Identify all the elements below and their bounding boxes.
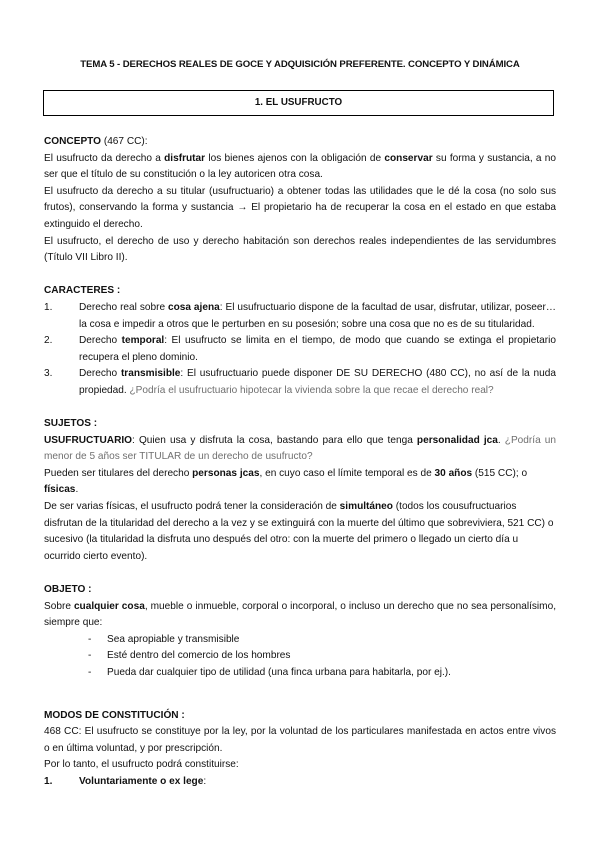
objeto-heading: OBJETO :	[44, 584, 92, 596]
question-text: ¿Podría un menor de 5 años ser TITULAR de un derecho de usufructo?	[44, 434, 557, 463]
list-number: 1.	[44, 775, 53, 787]
question-text: ¿Podría el usufructuario hipotecar la vivienda sobre la que recae el derecho real?	[129, 384, 494, 396]
list-text: Derecho temporal: El usufructo se limita en el tiempo, de modo que cuando se extinga el propietario recupera el pleno dominio.	[79, 335, 556, 363]
list-item: - Pueda dar cualquier tipo de utilidad (una finca urbana para habitarla, por ej.).	[88, 665, 556, 682]
modos-paragraph-1: 468 CC: El usufructo se constituye por la ley, por la voluntad de los particulares manifestada en actos entre vivos o en última voluntad, y por prescripción.	[44, 726, 556, 754]
sujetos-paragraph-3: De ser varias físicas, el usufructo podrá tener la consideración de simultáneo (todos los cousufructuarios disfrutan de la titularidad del derecho a la vez y se extinguirá con la muerte del último que sobreviviera, 521 CC) o sucesivo (la titularidad la disfruta uno después del otro: con la muerte del primero o llegado un cierto día u ocurrido cierto evento).	[44, 501, 554, 562]
term-conservar: conservar	[384, 152, 433, 164]
sujetos-heading: SUJETOS :	[44, 418, 98, 430]
document-body	[44, 134, 556, 791]
modos-paragraph-2: Por lo tanto, el usufructo podrá constituirse:	[44, 759, 239, 771]
objeto-paragraph: Sobre cualquier cosa, mueble o inmueble, corporal o incorporal, o incluso un derecho que no sea personalísimo, siempre que:	[44, 600, 556, 629]
modos-heading: MODOS DE CONSTITUCIÓN :	[44, 709, 185, 721]
list-number: 3.	[44, 368, 53, 380]
document-title: TEMA 5 - DERECHOS REALES DE GOCE Y ADQUISICIÓN PREFERENTE. CONCEPTO Y DINÁMICA	[80, 59, 520, 70]
concepto-heading	[44, 134, 556, 151]
caracter-item-2	[44, 333, 556, 366]
list-text: Voluntariamente o ex lege:	[79, 775, 207, 787]
concepto-paragraph-1: El usufructo da derecho a disfrutar los bienes ajenos con la obligación de conservar su forma y sustancia, a no ser que el título de su constitución o la ley autoricen otra cosa.	[44, 152, 557, 181]
list-number: 1.	[44, 301, 53, 313]
section-heading: 1. EL USUFRUCTO	[43, 90, 554, 116]
list-item: - Sea apropiable y transmisible	[88, 632, 556, 649]
concepto-paragraph-2: El usufructo da derecho a su titular (usufructuario) a obtener todas las utilidades que le dé la cosa (no solo sus frutos), conservando la forma y sustancia → El propietario ha de recuperar la cosa en el estado en que estaba extinguido el derecho.	[44, 185, 556, 230]
term-disfrutar: disfrutar	[164, 152, 206, 164]
caracter-item-3	[44, 366, 556, 399]
concepto-ref: (467 CC):	[101, 136, 148, 147]
modos-item-1	[44, 774, 556, 791]
caracter-item-1	[44, 300, 556, 333]
sujetos-paragraph-1: USUFRUCTUARIO: Quien usa y disfruta la cosa, bastando para ello que tenga personalidad jca. ¿Podría un menor de 5 años ser TITULAR de un derecho de usufructo?	[44, 434, 557, 463]
concepto-label: CONCEPTO	[44, 136, 102, 147]
list-text: Derecho transmisible: El usufructuario puede disponer DE SU DERECHO (480 CC), no así de la nuda propiedad. ¿Podría el usufructuario hipotecar la vivienda sobre la que recae el derecho real?	[79, 368, 556, 396]
list-number: 2.	[44, 335, 53, 347]
list-text: Derecho real sobre cosa ajena: El usufructuario dispone de la facultad de usar, disfrutar, utilizar, poseer… la cosa e impedir a otros que le perturben en su posesión; sobre una cosa que no es de su titularidad.	[79, 301, 556, 330]
objeto-list	[44, 632, 556, 682]
concepto-paragraph-3: El usufructo, el derecho de uso y derecho habitación son derechos reales independientes de las servidumbres (Título VII Libro II).	[44, 235, 556, 264]
list-item: - Esté dentro del comercio de los hombres	[88, 648, 556, 665]
sujetos-paragraph-2: Pueden ser titulares del derecho personas jcas, en cuyo caso el límite temporal es de 30 años (515 CC); o físicas.	[44, 467, 528, 496]
caracteres-heading: CARACTERES :	[44, 285, 121, 297]
